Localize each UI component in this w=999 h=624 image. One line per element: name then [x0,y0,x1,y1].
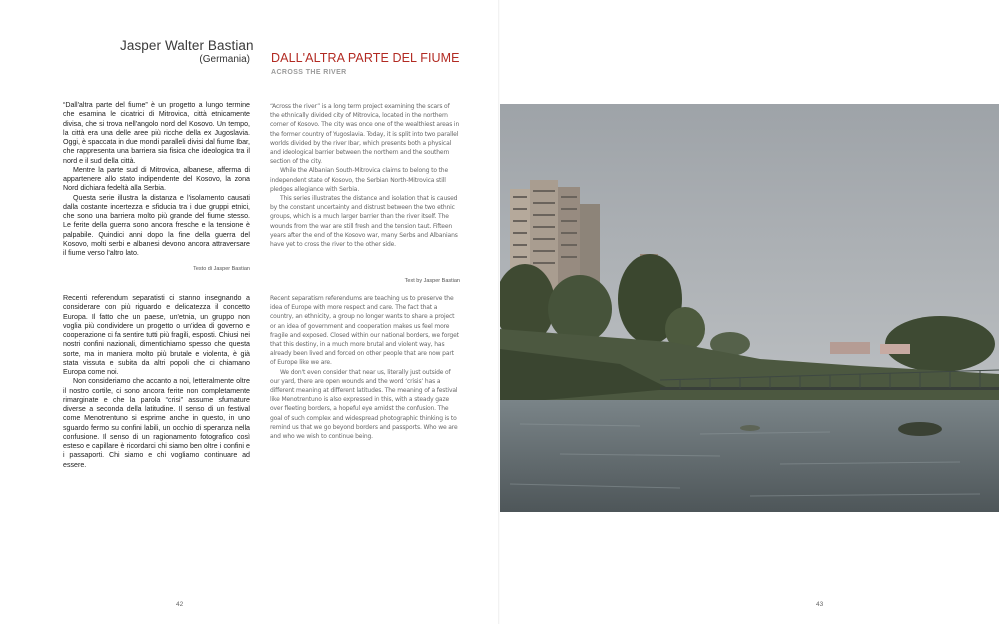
article-subtitle: ACROSS THE RIVER [271,69,347,76]
italian-text-top [63,101,250,258]
page-number-right: 43 [816,601,824,608]
page-number-left: 42 [176,601,184,608]
paragraph: This series illustrates the distance and isolation that is caused by the constant uncertainty and distrust between the two ethnic groups, which is a much larger barrier than the river itself. The wounds from the war are still fresh and the tension taut. Fifteen years after the end of the Kosovo war, many Serbs and Albanians have yet to cross the river to the other side. [270,195,458,249]
italian-text-bottom [63,294,250,470]
italian-text-credit: Testo di Jasper Bastian [193,266,250,272]
article-title: DALL'ALTRA PARTE DEL FIUME [271,51,460,65]
paragraph: Questa serie illustra la distanza e l'isolamento causati dalla costante incertezza e sfiducia tra i due gruppi etnici, che sono una barriera molto più grande del fiume stesso. Le ferite della guerra sono ancora fresche e la tensione è palpabile. Quindici anni dopo la fine della guerra del Kosovo, molti serbi e albanesi devono ancora attraversare il fiume verso l'altro lato. [63,193,250,257]
english-text-bottom [270,294,460,441]
river-photograph [500,104,999,512]
title-block [271,51,491,76]
paragraph: “Dall'altra parte del fiume” è un progetto a lungo termine che esamina le cicatrici di Mitrovica, città etnicamente divisa, che si trova nell'angolo nord del Kosovo. Un tempo, la città era una delle aree più ricche della ex Jugoslavia. Oggi, è spaccata in due mondi paralleli divisi dal fiume Ibar, che rappresenta una barriera sia fisica che ideologica tra il nord e il sud della città. [63,101,250,165]
paragraph: Non consideriamo che accanto a noi, letteralmente oltre il nostro cortile, ci sono ancora ferite non completamente rimarginate e che la parola “crisi” assume sfumature diverse a seconda della latitudine. Il senso di un festival come Menotrentuno si esprime anche in questo, in uno sguardo fermo su confini labili, un occhio di speranza nella confusione. Il senso di un ragionamento fotografico così esteso e capillare è ricordarci chi siamo ben oltre i confini e i passaporti. Chi siamo e chi vogliamo continuare ad essere. [63,377,250,469]
paragraph: Recent separatism referendums are teaching us to preserve the idea of Europe with more respect and care. The fact that a country, an ethnicity, a group no longer wants to share a project or an idea of government and cooperation makes us feel more fragile and exposed. Closed within our national borders, we forget that this destiny, in a much more brutal and violent way, has already been lived and forced on other people that are now part of Europe like we are. [270,295,459,367]
paragraph: “Across the river” is a long term project examining the scars of the ethnically divided city of Mitrovica, located in the northern corner of Kosovo. The city was once one of the wealthiest areas in the former country of Yugoslavia. Today, it is split into two parallel worlds divided by the river Ibar, which presents both a physical and ideological barrier between the northern and the southern section of the city. [270,103,460,166]
english-text-top [270,102,460,249]
paragraph: Mentre la parte sud di Mitrovica, albanese, afferma di appartenere allo stato indipendente del Kosovo, la zona Nord dichiara fedeltà alla Serbia. [63,165,250,193]
english-text-credit: Text by Jasper Bastian [404,278,460,284]
author-name: Jasper Walter Bastian [120,38,254,53]
author-block [120,38,254,65]
paragraph: We don't even consider that near us, literally just outside of our yard, there are open wounds and the word ‘crisis’ has a different meaning at different latitudes. The meaning of a festival like Menotrentuno is also expressed in this, with a steady gaze over fleeting borders, a hopeful eye amidst the confusion. The goal of such complex and widespread photographic thinking is to remind us that we go beyond borders and passports. Who we are and who we wish to continue being. [270,368,458,441]
paragraph: Recenti referendum separatisti ci stanno insegnando a considerare con più riguardo e delicatezza il concetto Europa. Il fatto che un paese, un'etnia, un gruppo non voglia più condividere un progetto o un'idea di governo e cooperazione ci fa sentire tutti più fragili, esposti. Chiusi nei nostri confini nazionali, dimentichiamo spesso che questa sorte, ma in maniera molto più brutale e violenta, è già stata vissuta e subita da altri popoli che ci chiamano Europa come noi. [63,294,250,376]
paragraph: While the Albanian South-Mitrovica claims to belong to the independent state of Kosovo, the Serbian North-Mitrovica still pledges allegiance with Serbia. [270,167,448,193]
author-country: (Germania) [199,54,250,65]
